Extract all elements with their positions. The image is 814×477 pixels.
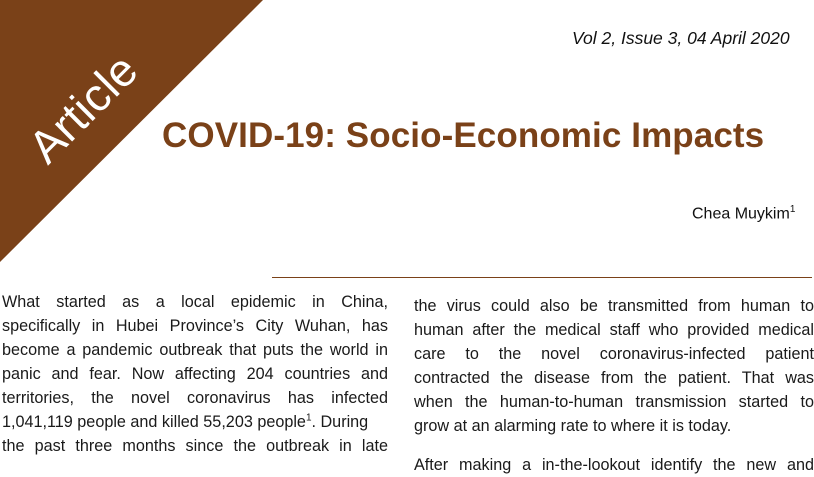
body-line-tail: . During: [311, 413, 369, 431]
body-line: care to the novel coronavirus-infected patient: [414, 345, 814, 363]
body-line-text: 1,041,119 people and killed 55,203 people: [2, 413, 306, 431]
body-line: the past three months since the outbreak in late: [2, 437, 388, 455]
header-divider: [272, 277, 812, 278]
body-paragraph-right: [414, 294, 814, 438]
body-line: After making a in-the-lookout identify the new and: [414, 456, 814, 474]
body-line: contracted the disease from the patient. That was: [414, 369, 814, 387]
body-line: grow at an alarming rate to where it is today.: [414, 417, 732, 435]
body-column-right: [414, 294, 814, 477]
body-line: What started as a local epidemic in China,: [2, 293, 388, 311]
author-footnote-mark: 1: [789, 204, 796, 215]
body-line-with-footnote: [2, 410, 388, 434]
body-paragraph-left: [2, 290, 388, 458]
body-line: specifically in Hubei Province’s City Wuhan, has: [2, 317, 388, 335]
article-title: COVID-19: Socio-Economic Impacts: [162, 116, 765, 155]
body-line: become a pandemic outbreak that puts the world in: [2, 341, 388, 359]
author-name: [692, 204, 795, 223]
paragraph-gap: [414, 438, 814, 453]
body-line: territories, the novel coronavirus has infected: [2, 389, 388, 407]
body-line: human after the medical staff who provided medical: [414, 321, 814, 339]
body-line: when the human-to-human transmission started to: [414, 393, 814, 411]
body-paragraph-right-next: [414, 453, 814, 477]
body-line: panic and fear. Now affecting 204 countries and: [2, 365, 388, 383]
body-line: the virus could also be transmitted from human to: [414, 297, 814, 315]
body-column-left: [2, 290, 388, 458]
issue-info: Vol 2, Issue 3, 04 April 2020: [572, 28, 790, 48]
footnote-mark: 1: [305, 412, 312, 424]
author-name-text: Chea Muykim: [692, 205, 790, 223]
banner-label: Article: [18, 43, 148, 173]
